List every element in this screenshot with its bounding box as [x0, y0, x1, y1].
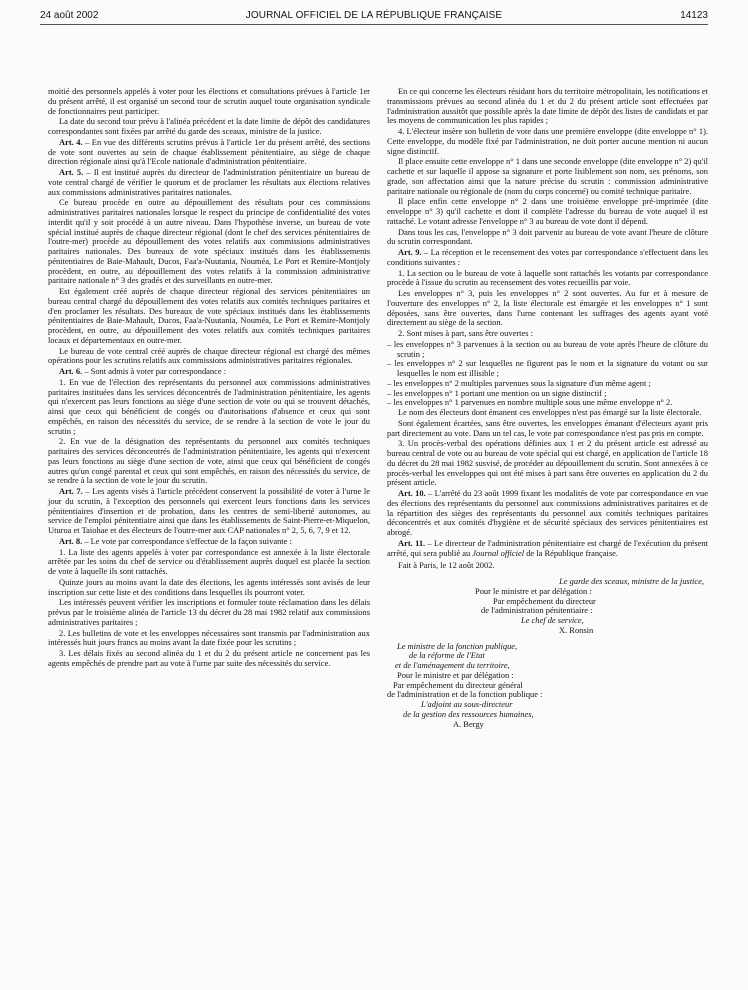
list-item: – les enveloppes n° 1 parvenues en nombre multiple sous une même enveloppe n° 2. [387, 397, 673, 408]
paragraph: 2. Sont mises à part, sans être ouvertes : [398, 328, 533, 338]
paragraph: Les enveloppes n° 3, puis les enveloppes n° 2 sont ouvertes. Au fur et à mesure de l'ouverture des enveloppes n° 2, la liste électorale est émargée et les enveloppes n° 1 sont déposées, sans être ouvertes, dans l'urne contenant les suffrages des agents ayant voté directement au siège de la section. [387, 288, 708, 328]
paragraph: 4. L'électeur insère son bulletin de vote dans une première enveloppe (dite enveloppe n° 1). Cette enveloppe, du modèle fixé par l'administration, ne doit porter aucune mention ni aucun signe distinctif. [387, 126, 708, 156]
list-item: – les enveloppes n° 2 sur lesquelles ne figurent pas le nom et la signature du votant ou sur lesquelles le nom est illisible ; [387, 358, 708, 378]
paragraph: Il place enfin cette enveloppe n° 2 dans une troisième enveloppe pré-imprimée (dite enveloppe n° 3) qu'il cachette et dont il complète l'adresse du bureau de vote auquel il est rattaché. Le votant adresse l'enveloppe n° 3 au bureau de vote dont il dépend. [387, 196, 708, 226]
journal-title: JOURNAL OFFICIEL DE LA RÉPUBLIQUE FRANÇAISE [245, 10, 503, 21]
signatory-name: X. Ronsin [559, 624, 594, 635]
right-column [387, 87, 708, 729]
paragraph: 2. Les bulletins de vote et les enveloppes nécessaires sont transmis par l'administration aux intéressés huit jours francs au moins avant la date fixée pour les scrutins ; [48, 627, 370, 648]
paragraph: Le nom des électeurs dont émanent ces enveloppes n'est pas émargé sur la liste électorale. [398, 407, 702, 417]
signature-block-justice: Le garde des sceaux, ministre de la justice, Pour le ministre et par délégation : Par empêchement du directeur de l'administration pénitentiaire : Le chef de service, X. Ronsin [387, 577, 708, 636]
paragraph: 1. La section ou le bureau de vote à laquelle sont rattachés les votants par correspondance procède à l'issue du scrutin au recensement des votes recueillis par voie. [387, 267, 708, 288]
header-date: 24 août 2002 [40, 10, 99, 21]
article-label: Art. 9. [398, 247, 422, 257]
paragraph: En ce qui concerne les électeurs résidant hors du territoire métropolitain, les notifications et transmissions prévues au second alinéa du 1 et du 2 du présent article sont effectuées par l'administration aussitôt que possible après la date limite de dépôt des listes de candidats et par les moyens de communication les plus rapides ; [387, 86, 708, 126]
paragraph: 2. En vue de la désignation des représentants du personnel aux comités techniques paritaires des services déconcentrés de l'administration pénitentiaire, les agents qui n'exercent pas leurs fonctions au siège d'une section de vote, ainsi que ceux qui bénéficient de congés autres qu'un congé parental et ceux qui sont empêchés, en raison des nécessités du service, de se rendre à la section de vote le jour du scrutin. [48, 436, 370, 486]
paragraph: Il place ensuite cette enveloppe n° 1 dans une seconde enveloppe (dite enveloppe n° 2) qu'il cachette et sur laquelle il appose sa signature et porte lisiblement son nom, ses prénoms, son grade, son affectation ainsi que la nature précise du scrutin : commission administrative paritaire nationale ou régionale de (nom du corps concerné) ou comité technique paritaire. [387, 156, 708, 196]
signature-block-fonction-publique: Le ministre de la fonction publique, de la réforme de l'Etat et de l'aménagement du territoire, Pour le ministre et par délégation : Par empêchement du directeur général de l'administration et de la fonction publique : L'adjoint au sous-directeur de la gestion des ressources humaines, A. Bergy [387, 642, 708, 730]
article-4: Art. 4. – En vue des différents scrutins prévus à l'article 1er du présent arrêté, des sections de vote sont ouvertes au sein de chaque établissement pénitentiaire, au siège de chaque direction régionale ainsi qu'à l'Ecole nationale d'administration pénitentiaire. [48, 136, 370, 167]
article-label: Art. 8. [59, 535, 83, 546]
article-11: Art. 11. – Le directeur de l'administration pénitentiaire est chargé de l'exécution du présent arrêté, qui sera publié au Journal officiel de la République française. [387, 537, 709, 558]
page-header [40, 10, 708, 25]
paragraph: 1. La liste des agents appelés à voter par correspondance est annexée à la liste électorale arrêtée par les soins du chef de service ou d'établissement auprès duquel est placée la section de vote à laquelle ils sont rattachés. [48, 546, 370, 576]
left-column [48, 87, 370, 670]
paragraph: Dans tous les cas, l'enveloppe n° 3 doit parvenir au bureau de vote avant l'heure de clôture du scrutin correspondant. [387, 226, 708, 247]
list-item: – les enveloppes n° 3 parvenues à la section ou au bureau de vote après l'heure de clôture du scrutin ; [387, 338, 708, 359]
paragraph: Le bureau de vote central créé auprès de chaque directeur régional est chargé des mêmes opérations pour les scrutins relatifs aux commissions administratives paritaires régionales. [48, 345, 370, 366]
excluded-envelopes-list [387, 340, 708, 408]
paragraph: moitié des personnels appelés à voter pour les élections et consultations prévues à l'article 1er du présent arrêté, il est organisé un second tour de scrutin auquel toute organisation syndicale de fonctionnaires peut participer. [48, 86, 370, 116]
list-item: – les enveloppes n° 2 multiples parvenues sous la signature d'un même agent ; [387, 377, 651, 388]
article-label: Art. 10. [398, 488, 426, 498]
article-10: Art. 10. – L'arrêté du 23 août 1999 fixant les modalités de vote par correspondance en vue des élections des représentants du personnel aux commissions administratives paritaires et de la répartition des sièges des représentants du personnel aux comités techniques paritaires déconcentrés et aux comités d'hygiène et de sécurité spéciaux des services pénitentiaires est abrogé. [387, 488, 708, 537]
paragraph: Est également créé auprès de chaque directeur régional des services pénitentiaires un bureau central chargé du dépouillement des votes relatifs aux comités techniques paritaires et d'en proclamer les résultats. Des bureaux de vote spéciaux institués dans les établissements pénitentiaires de Baie-Mahault, Ducos, Faa'a-Nuutania, Nouméa, Le Port et Remire-Montjoly procèdent, en outre, au dépouillement des votes relatifs aux comités techniques paritaires locaux et départementaux en outre-mer. [48, 286, 370, 345]
paragraph: Ce bureau procède en outre au dépouillement des résultats pour ces commissions administratives paritaires nationales lorsque le respect du principe de confidentialité des votes interdit qu'il y soit procédé à un autre niveau. Dans l'hypothèse inverse, un bureau de vote spécial institué auprès de chaque directeur régional (dont le chef des services pénitentiaires de l'outre-mer) procède au dépouillement des votes relatifs aux commissions administratives paritaires nationales. Des bureaux de vote spéciaux institués dans les établissements pénitentiaires de Baie-Mahault, Ducos, Faa'a-Nuutania, Nouméa, Le Port et Remire-Montjoly procèdent, en outre, au dépouillement des votes relatifs à la commission administrative paritaire nationale n° 3 des gradés et des surveillants en outre-mer. [48, 197, 370, 286]
signature-date: Fait à Paris, le 12 août 2002. [398, 560, 495, 571]
article-label: Art. 11. [398, 537, 426, 548]
page-number: 14123 [680, 10, 708, 21]
article-9: Art. 9. – La réception et le recensement des votes par correspondance s'effectuent dans les conditions suivantes : [387, 247, 708, 267]
paragraph: La date du second tour prévu à l'alinéa précédent et la date limite de dépôt des candidatures correspondantes sont fixées par arrêté du garde des sceaux, ministre de la justice. [48, 116, 370, 136]
paragraph: 3. Un procès-verbal des opérations définies aux 1 et 2 du présent article est adressé au bureau central de vote ou au bureau de vote spécial qui est chargé, en application de l'article 18 du décret du 28 mai 1982 susvisé, de procéder au dépouillement du scrutin. Sont annexées à ce procès-verbal les enveloppes qui ont été mises à part sans être ouvertes en application du 2 du présent article. [387, 438, 708, 488]
signatory-name: A. Bergy [453, 718, 484, 729]
article-label: Art. 5. [59, 167, 84, 177]
article-5: Art. 5. – Il est institué auprès du directeur de l'administration pénitentiaire un bureau de vote central chargé de vérifier le quorum et de proclamer les résultats aux élections relatives aux commissions administratives paritaires nationales. [48, 167, 370, 197]
paragraph: Les intéressés peuvent vérifier les inscriptions et formuler toute réclamation dans les délais prévus par le troisième alinéa de l'article 13 du décret du 28 mai 1982 relatif aux commissions administratives paritaires ; [48, 597, 370, 627]
article-7: Art. 7. – Les agents visés à l'article précédent conservent la possibilité de voter à l'urne le jour du scrutin, à l'exception des personnels qui exercent leurs fonctions dans les services pénitentiaires d'insertion et de probation, dans les centres de semi-liberté autonomes, au service de l'emploi pénitentiaire ainsi que dans les établissements de Saint-Pierre-et-Miquelon, Uturoa et Taiohae et des électeurs de l'outre-mer aux CAP nationales n° 2, 5, 6, 7, 9 et 12. [48, 486, 370, 535]
paragraph: 3. Les délais fixés au second alinéa du 1 et du 2 du présent article ne concernent pas les agents empêchés de prendre part au vote à l'urne par suite des nécessités du service. [48, 648, 370, 668]
article-label: Art. 7. [59, 486, 83, 496]
article-label: Art. 6. [59, 366, 83, 376]
article-8: Art. 8. – Le vote par correspondance s'effectue de la façon suivante : [59, 535, 292, 546]
article-label: Art. 4. [59, 136, 83, 147]
paragraph: 1. En vue de l'élection des représentants du personnel aux commissions administratives paritaires instituées dans les services déconcentrés de l'administration pénitentiaire, les agents qui n'exercent pas leurs fonctions au siège d'une section de vote ou qui se trouvent détachés, ainsi que ceux qui bénéficient de congés ou d'autorisations d'absence et ceux qui sont empêchés, en raison des nécessités du service, de se rendre à la section de vote le jour du scrutin ; [48, 376, 370, 436]
article-6: Art. 6. – Sont admis à voter par correspondance : [59, 366, 227, 376]
paragraph: Sont également écartées, sans être ouvertes, les enveloppes émanant d'électeurs ayant pris part directement au vote. Dans un tel cas, le vote par correspondance n'est pas pris en compte. [387, 417, 708, 438]
list-item: – les enveloppes n° 1 portant une mention ou un signe distinctif ; [387, 387, 607, 398]
paragraph: Quinze jours au moins avant la date des élections, les agents intéressés sont avisés de leur inscription sur cette liste et des conditions dans lesquelles ils pourront voter. [48, 576, 370, 597]
